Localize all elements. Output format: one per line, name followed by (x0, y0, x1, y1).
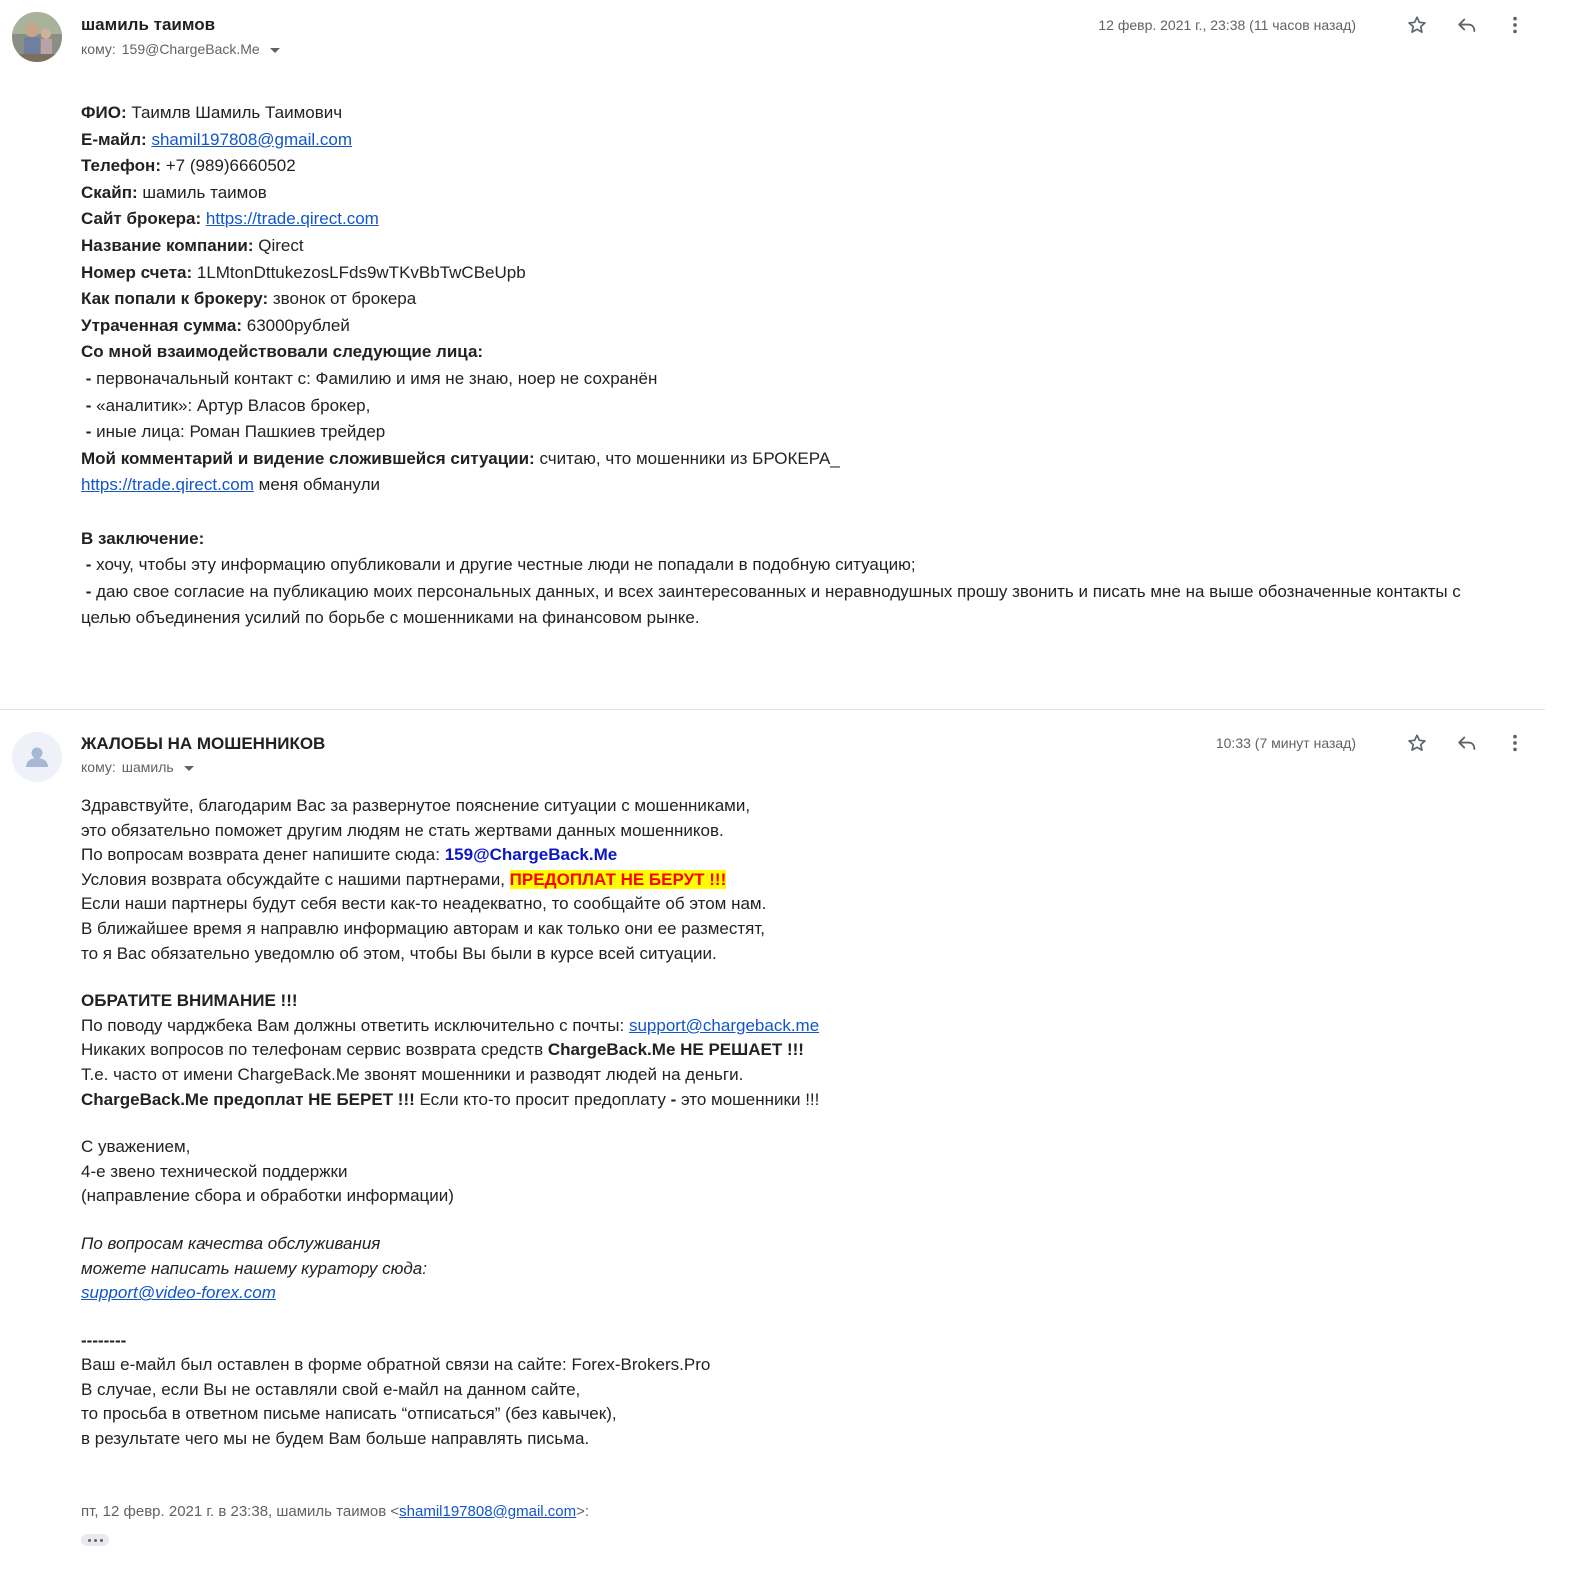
reply-icon (1456, 14, 1478, 36)
more-options-button[interactable] (1501, 11, 1529, 39)
field-value: Таимлв Шамиль Таимович (126, 103, 343, 122)
field-label: Е-майл: (81, 129, 147, 149)
conclusion-label: В заключение: (81, 528, 205, 548)
star-button[interactable] (1403, 729, 1431, 757)
chevron-down-icon[interactable] (184, 766, 194, 771)
terms-text: Условия возврата обсуждайте с нашими партнерами, (81, 869, 510, 889)
contacts-label: Со мной взаимодействовали следующие лица: (81, 342, 484, 362)
field-account (81, 260, 1481, 287)
comment-line (81, 446, 1481, 473)
terms-line (81, 868, 1481, 893)
field-value: 63000рублей (242, 315, 350, 335)
conclusion-text: хочу, чтобы эту информацию опубликовали и другие честные люди не попадали в подобную ситуацию; (91, 555, 916, 575)
comment-tail: меня обманули (253, 475, 380, 495)
field-email (81, 127, 1481, 154)
contact-item (81, 419, 1481, 446)
list-dash: - (85, 581, 92, 601)
field-label: Номер счета: (81, 262, 193, 282)
footer-line: В случае, если Вы не оставляли свой е-майл на данном сайте, (81, 1379, 581, 1399)
conclusion-item (81, 579, 1481, 632)
list-dash: - (85, 555, 92, 575)
field-how (81, 286, 1481, 313)
reply-button[interactable] (1453, 11, 1481, 39)
show-trimmed-content-button[interactable] (81, 1524, 1481, 1554)
quote-header-tail: >: (576, 1502, 590, 1520)
message-1 (0, 0, 1545, 710)
recipient-address: 159@ChargeBack.Me (121, 41, 260, 57)
message-body (81, 100, 1481, 632)
chevron-down-icon[interactable] (270, 48, 280, 53)
field-value: +7 (989)6660502 (161, 156, 296, 176)
more-vert-icon (1504, 14, 1526, 36)
recipient-line[interactable] (81, 41, 280, 57)
prepay-text: Если кто-то просит предоплату (414, 1089, 671, 1109)
curator-email-link[interactable]: support@video-forex.com (81, 1283, 276, 1303)
phone-bold: ChargeBack.Me НЕ РЕШАЕТ !!! (547, 1040, 804, 1060)
no-prepay-highlight: ПРЕДОПЛАТ НЕ БЕРУТ !!! (509, 869, 727, 889)
field-label: Название компании: (81, 235, 254, 255)
field-broker-site (81, 206, 1481, 233)
recipient-prefix: кому: (81, 759, 116, 775)
sender-name: шамиль таимов (81, 15, 216, 34)
field-label: Сайт брокера: (81, 209, 202, 229)
recipient-prefix: кому: (81, 41, 116, 57)
quote-header-text: пт, 12 февр. 2021 г. в 23:38, шамиль таимов < (81, 1502, 400, 1520)
refund-text: По вопросам возврата денег напишите сюда: (81, 845, 445, 865)
comment-text: считаю, что мошенники из БРОКЕРА_ (534, 448, 840, 468)
field-label: Утраченная сумма: (81, 315, 243, 335)
sender-avatar[interactable] (12, 732, 62, 782)
broker-site-link[interactable]: https://trade.qirect.com (81, 475, 254, 495)
message-2 (0, 724, 1545, 1594)
field-value: Qirect (253, 235, 304, 255)
field-label: ФИО: (81, 103, 127, 122)
reply-button[interactable] (1453, 729, 1481, 757)
message-timestamp: 10:33 (7 минут назад) (1215, 735, 1356, 751)
support-text: По поводу чарджбека Вам должны ответить исключительно с почты: (81, 1015, 629, 1035)
greeting-line: Здравствуйте, благодарим Вас за развернутое пояснение ситуации с мошенниками, (81, 796, 751, 815)
sender-name: ЖАЛОБЫ НА МОШЕННИКОВ (81, 734, 326, 753)
star-icon (1406, 14, 1428, 36)
message-body (81, 794, 1481, 1554)
list-dash: - (85, 422, 92, 442)
list-dash: - (85, 368, 92, 388)
prepay-tail: это мошенники !!! (676, 1089, 820, 1109)
prepay-dash: - (670, 1089, 677, 1109)
list-dash: - (85, 395, 92, 415)
contact-text: «аналитик»: Артур Власов брокер, (91, 395, 371, 415)
footer-line: в результате чего мы не будем Вам больше направлять письма. (81, 1429, 590, 1449)
field-amount (81, 313, 1481, 340)
quote-email-link[interactable]: shamil197808@gmail.com (399, 1502, 577, 1520)
quality-line: можете написать нашему куратору сюда: (81, 1258, 427, 1278)
reply-icon (1456, 732, 1478, 754)
more-vert-icon (1504, 732, 1526, 754)
star-icon (1406, 732, 1428, 754)
footer-line: Ваш е-майл был оставлен в форме обратной связи на сайте: Forex-Brokers.Pro (81, 1355, 711, 1375)
body-line: В ближайшее время я направлю информацию авторам и как только они ее разместят, (81, 918, 766, 938)
field-label: Как попали к брокеру: (81, 289, 269, 309)
signature-line: 4-е звено технической поддержки (81, 1161, 348, 1181)
person-icon (12, 732, 62, 782)
sender-avatar[interactable] (12, 12, 62, 62)
field-value: звонок от брокера (268, 289, 417, 309)
message-timestamp: 12 февр. 2021 г., 23:38 (11 часов назад) (1098, 17, 1356, 33)
greeting-line: это обязательно поможет другим людям не стать жертвами данных мошенников. (81, 820, 724, 840)
field-fio (81, 100, 1481, 127)
phone-text: Никаких вопросов по телефонам сервис возврата средств (81, 1040, 548, 1060)
prepay-bold: ChargeBack.Me предоплат НЕ БЕРЕТ !!! (81, 1089, 415, 1109)
star-button[interactable] (1403, 11, 1431, 39)
more-options-button[interactable] (1501, 729, 1529, 757)
support-line (81, 1014, 1481, 1039)
support-email-link[interactable]: support@chargeback.me (628, 1015, 820, 1035)
refund-line (81, 843, 1481, 868)
conclusion-item (81, 552, 1481, 579)
scam-line: Т.е. часто от имени ChargeBack.Me звонят мошенники и разводят людей на деньги. (81, 1064, 744, 1084)
body-line: то я Вас обязательно уведомлю об этом, чтобы Вы были в курсе всей ситуации. (81, 943, 717, 963)
body-line: Если наши партнеры будут себя вести как-то неадекватно, то сообщайте об этом нам. (81, 894, 767, 914)
contact-item (81, 393, 1481, 420)
field-label: Скайп: (81, 182, 138, 202)
conclusion-text: даю свое согласие на публикацию моих персональных данных, и всех заинтересованных и неравнодушных прошу звонить и писать мне на выше обозначенные контакты с целью объединения усилий по борьбе с мошенниками на финансовом рынке. (81, 581, 1461, 628)
signature-line: С уважением, (81, 1137, 191, 1157)
field-value: 1LMtonDttukezosLFds9wTKvBbTwCBeUpb (192, 262, 526, 282)
signature-line: (направление сбора и обработки информации) (81, 1186, 454, 1206)
field-company (81, 233, 1481, 260)
broker-site-link[interactable]: https://trade.qirect.com (205, 209, 379, 229)
footer-line: то просьба в ответном письме написать “отписаться” (без кавычек), (81, 1404, 617, 1424)
email-link[interactable]: shamil197808@gmail.com (151, 129, 353, 149)
message-divider (0, 709, 1545, 710)
comment-line-2 (81, 472, 1481, 499)
recipient-line[interactable] (81, 759, 194, 775)
ellipsis-icon[interactable] (81, 1534, 109, 1546)
attention-heading: ОБРАТИТЕ ВНИМАНИЕ !!! (81, 991, 298, 1011)
field-value: шамиль таимов (137, 182, 267, 202)
refund-email[interactable]: 159@ChargeBack.Me (444, 845, 618, 865)
avatar-photo-icon (12, 12, 62, 62)
phone-line (81, 1038, 1481, 1063)
contact-text: иные лица: Роман Пашкиев трейдер (91, 422, 386, 442)
field-phone (81, 153, 1481, 180)
quote-header (81, 1500, 1481, 1525)
field-label: Телефон: (81, 156, 161, 176)
quality-line: По вопросам качества обслуживания (81, 1233, 381, 1253)
comment-label: Мой комментарий и видение сложившейся ситуации: (81, 448, 535, 468)
field-skype (81, 180, 1481, 207)
prepay-line (81, 1088, 1481, 1113)
recipient-address: шамиль (121, 759, 174, 775)
separator: -------- (81, 1330, 127, 1350)
contact-text: первоначальный контакт с: Фамилию и имя не знаю, ноер не сохранён (91, 368, 658, 388)
contact-item (81, 366, 1481, 393)
